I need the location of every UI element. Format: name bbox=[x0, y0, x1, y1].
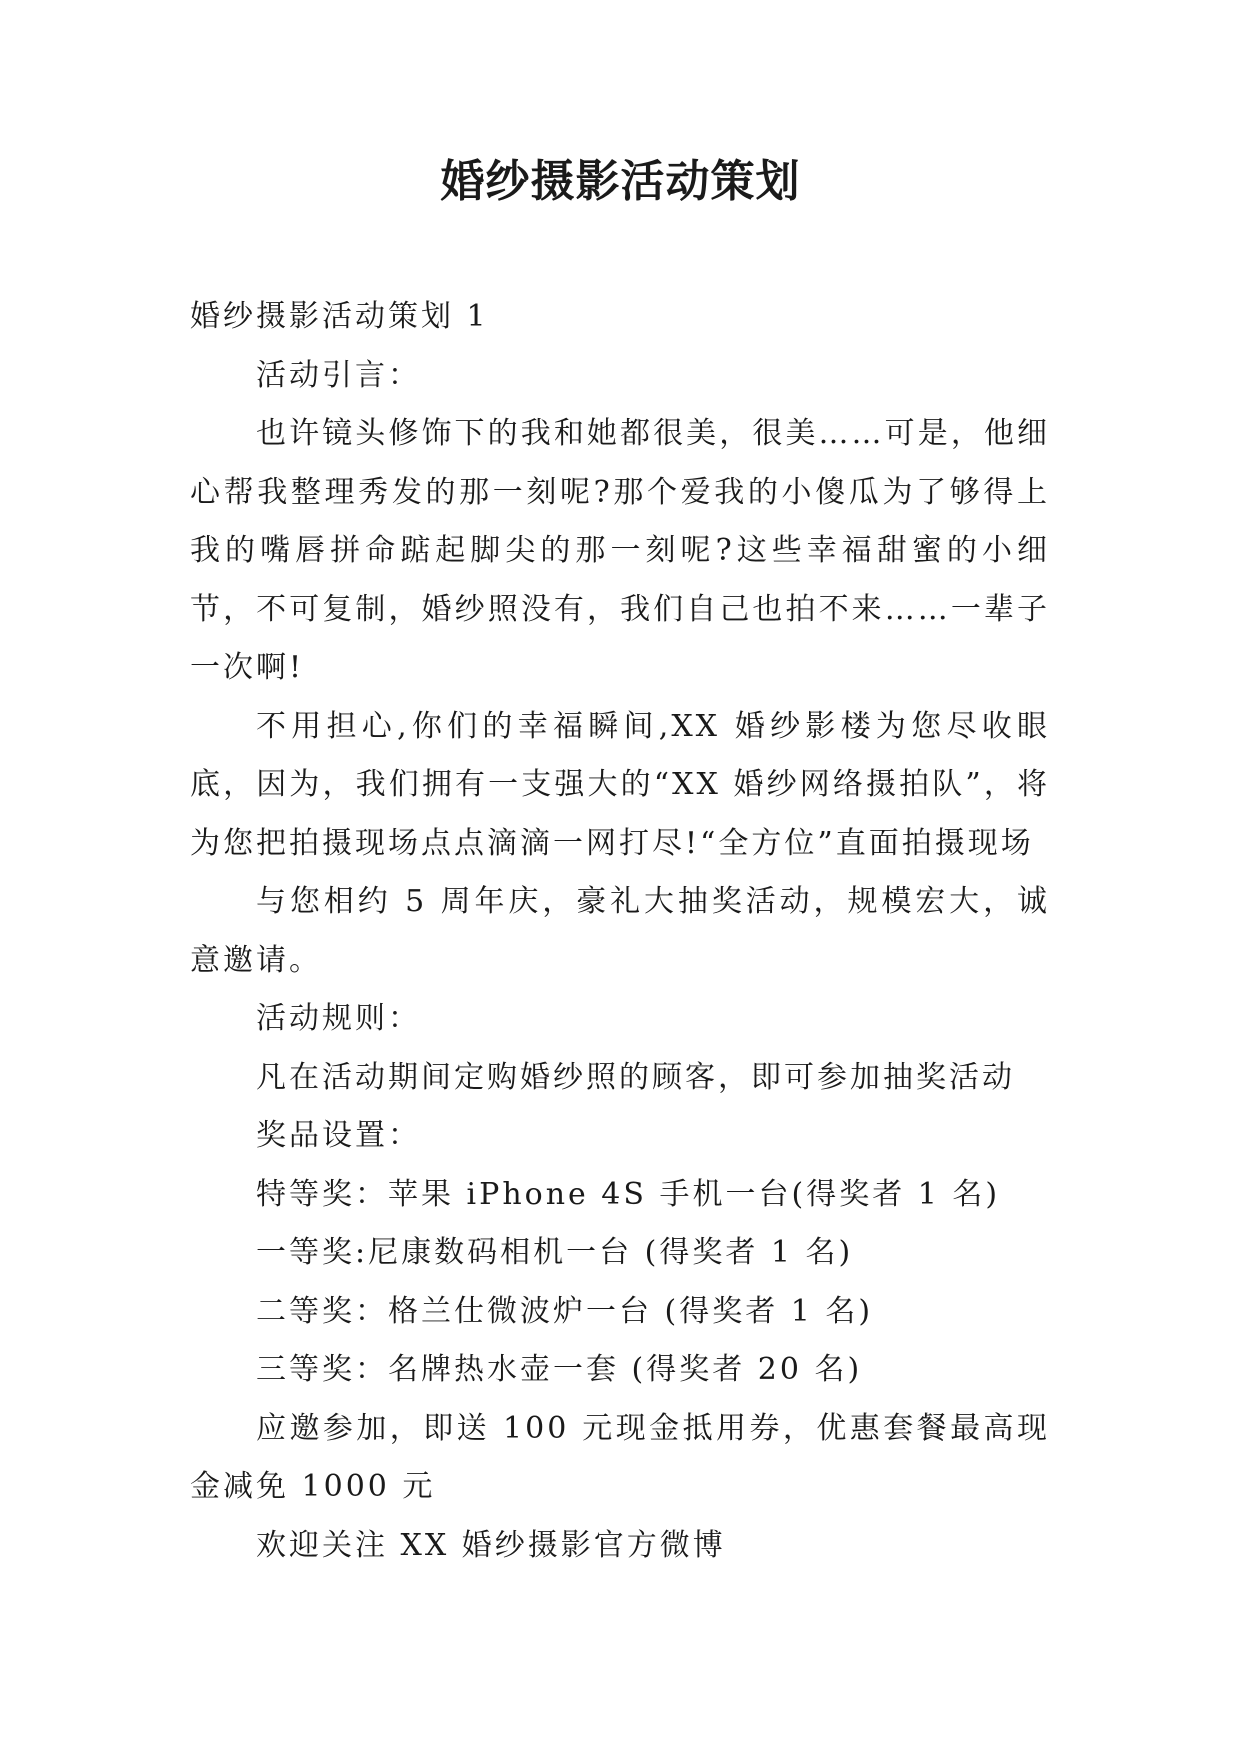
paragraph: 凡在活动期间定购婚纱照的顾客，即可参加抽奖活动 bbox=[256, 1059, 1015, 1095]
paragraph: 与您相约 5 周年庆，豪礼大抽奖活动，规模宏大，诚意邀请。 bbox=[190, 884, 1050, 978]
paragraph: 三等奖：名牌热水壶一套 (得奖者 20 名) bbox=[256, 1352, 863, 1387]
paragraph: 奖品设置： bbox=[256, 1118, 421, 1153]
paragraph: 欢迎关注 XX 婚纱摄影官方微博 bbox=[256, 1527, 726, 1563]
paragraph: 二等奖：格兰仕微波炉一台 (得奖者 1 名) bbox=[256, 1293, 874, 1329]
paragraph: 活动规则： bbox=[256, 1001, 421, 1036]
paragraph: 婚纱摄影活动策划 1 bbox=[190, 299, 489, 334]
paragraph: 也许镜头修饰下的我和她都很美，很美……可是，他细心帮我整理秀发的那一刻呢?那个爱我的小傻瓜为了够得上我的嘴唇拼命踮起脚尖的那一刻呢?这些幸福甜蜜的小细节，不可复制，婚纱照没有，我们自己也拍不来……一辈子一次啊! bbox=[190, 416, 1050, 685]
paragraph: 特等奖：苹果 iPhone 4S 手机一台(得奖者 1 名) bbox=[256, 1176, 1001, 1212]
paragraph: 应邀参加，即送 100 元现金抵用券，优惠套餐最高现金减免 1000 元 bbox=[190, 1410, 1050, 1504]
paragraph: 活动引言： bbox=[256, 357, 421, 393]
paragraph: 一等奖:尼康数码相机一台 (得奖者 1 名) bbox=[256, 1235, 854, 1270]
document-body bbox=[190, 288, 1050, 1575]
document-title: 婚纱摄影活动策划 bbox=[440, 156, 801, 207]
paragraph: 不用担心,你们的幸福瞬间,XX 婚纱影楼为您尽收眼底，因为，我们拥有一支强大的“XX 婚纱网络摄拍队”，将为您把拍摄现场点点滴滴一网打尽!“全方位”直面拍摄现场 bbox=[190, 708, 1050, 861]
